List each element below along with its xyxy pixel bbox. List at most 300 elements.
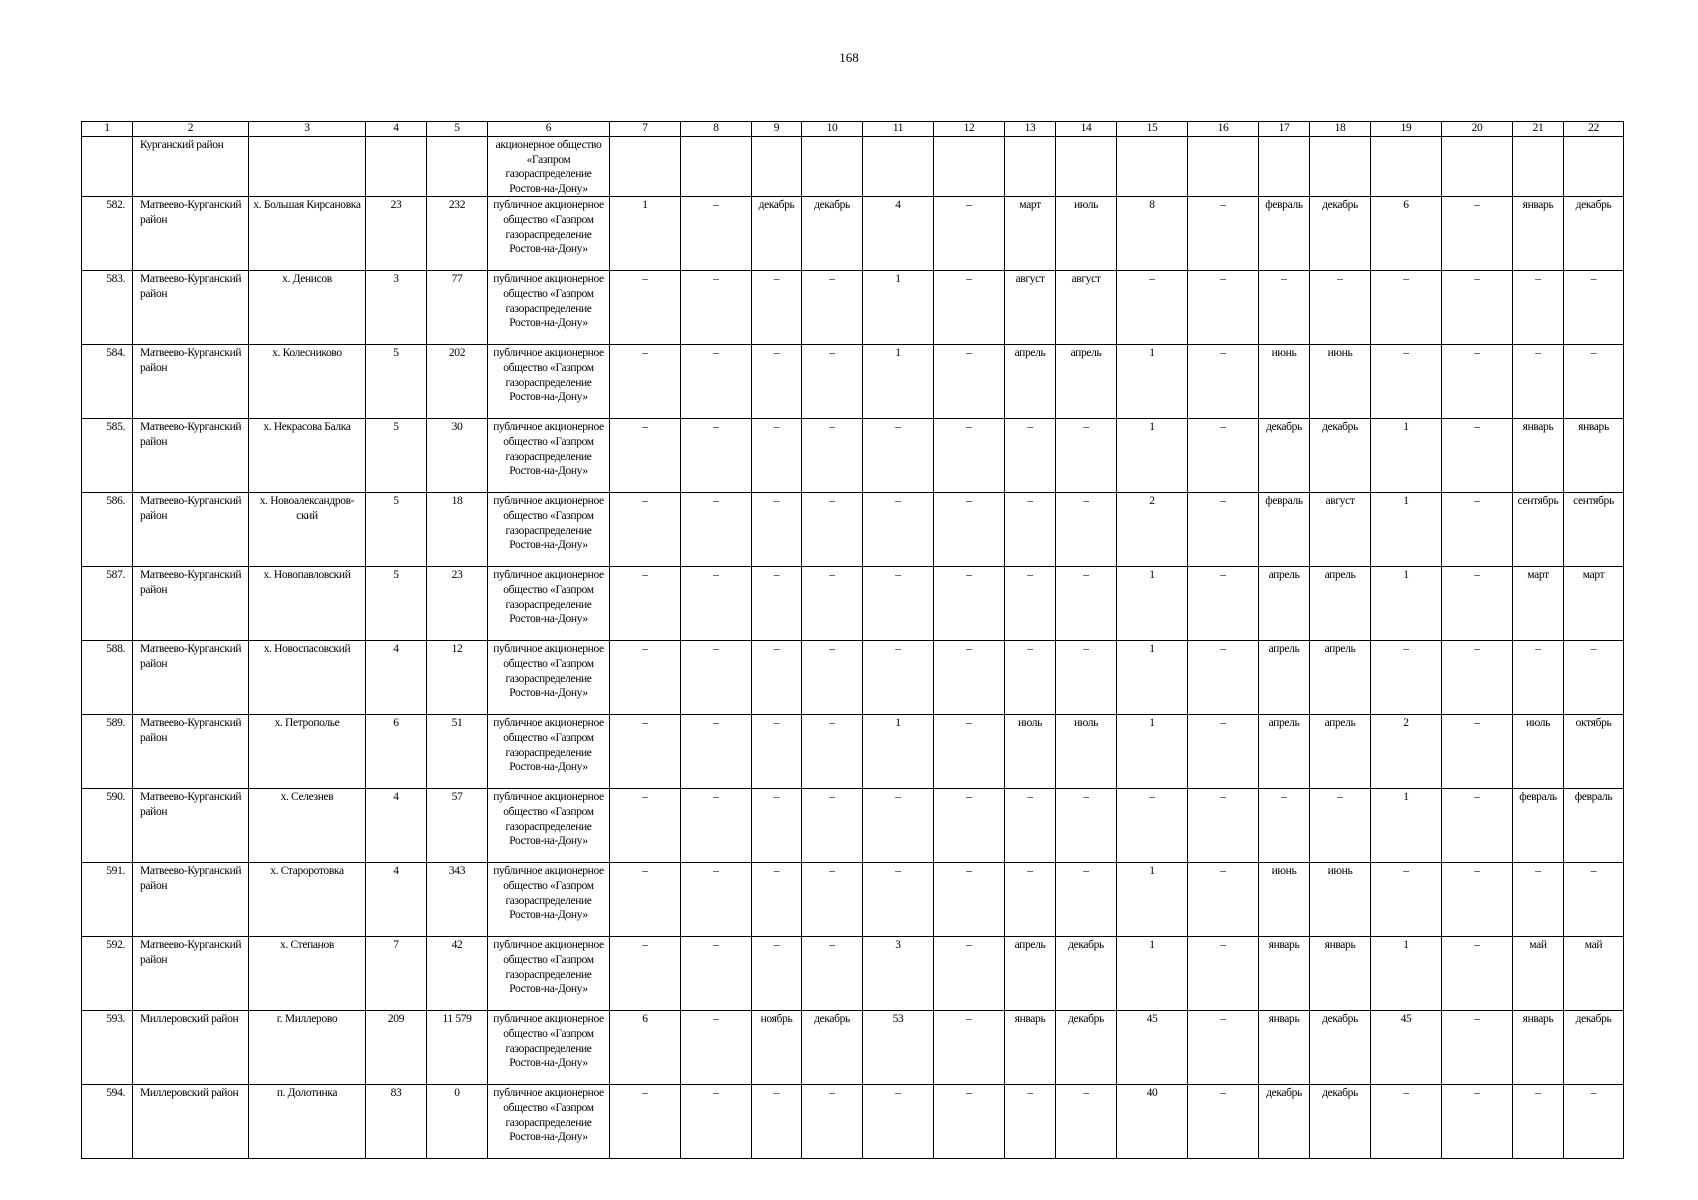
table-cell: – bbox=[681, 567, 752, 641]
table-cell: Матвеево-Курганский район bbox=[133, 197, 249, 271]
table-cell: – bbox=[752, 1085, 802, 1159]
table-cell: Матвеево-Курганский район bbox=[133, 419, 249, 493]
table-cell: публичное акционерное общество «Газпром газораспределение Ростов-на-Дону» bbox=[488, 789, 610, 863]
table-row bbox=[82, 937, 1624, 1011]
table-cell: – bbox=[752, 567, 802, 641]
table-row bbox=[82, 419, 1624, 493]
table-cell: х. Денисов bbox=[249, 271, 366, 345]
table-cell: 593. bbox=[82, 1011, 133, 1085]
table-row bbox=[82, 567, 1624, 641]
table-cell: – bbox=[681, 641, 752, 715]
table-cell: – bbox=[1371, 863, 1442, 937]
table-cell: – bbox=[1564, 641, 1624, 715]
column-header-7: 7 bbox=[610, 122, 681, 137]
table-row bbox=[82, 345, 1624, 419]
table-cell: декабрь bbox=[1564, 1011, 1624, 1085]
table-cell: 343 bbox=[427, 863, 488, 937]
table-cell: – bbox=[752, 715, 802, 789]
table-row bbox=[82, 715, 1624, 789]
continuation-row bbox=[82, 137, 1624, 197]
table-cell: – bbox=[1371, 345, 1442, 419]
table-cell: – bbox=[863, 641, 934, 715]
table-cell: акционерное общество «Газпром газораспределение Ростов-на-Дону» bbox=[488, 137, 610, 197]
table-cell: – bbox=[802, 863, 863, 937]
table-cell: декабрь bbox=[1564, 197, 1624, 271]
table-cell: – bbox=[863, 863, 934, 937]
table-cell: – bbox=[802, 641, 863, 715]
table-cell: Миллеровский район bbox=[133, 1085, 249, 1159]
table-cell: – bbox=[802, 271, 863, 345]
table-cell: июль bbox=[1005, 715, 1056, 789]
table-cell: апрель bbox=[1056, 345, 1117, 419]
table-cell: 582. bbox=[82, 197, 133, 271]
table-cell: Курганский район bbox=[133, 137, 249, 197]
table-cell: публичное акционерное общество «Газпром газораспределение Ростов-на-Дону» bbox=[488, 419, 610, 493]
table-cell: 1 bbox=[1117, 641, 1188, 715]
table-cell: 583. bbox=[82, 271, 133, 345]
table-cell: публичное акционерное общество «Газпром газораспределение Ростов-на-Дону» bbox=[488, 567, 610, 641]
table-cell: март bbox=[1513, 567, 1564, 641]
table-cell: – bbox=[1056, 419, 1117, 493]
table-cell: март bbox=[1005, 197, 1056, 271]
table-cell: – bbox=[752, 345, 802, 419]
table-cell: – bbox=[681, 1011, 752, 1085]
table-cell: Миллеровский район bbox=[133, 1011, 249, 1085]
table-row bbox=[82, 1011, 1624, 1085]
table-cell: 6 bbox=[1371, 197, 1442, 271]
table-cell: июль bbox=[1056, 715, 1117, 789]
table-cell: х. Большая Кирсановка bbox=[249, 197, 366, 271]
table-cell: – bbox=[1564, 345, 1624, 419]
table-cell: публичное акционерное общество «Газпром газораспределение Ростов-на-Дону» bbox=[488, 197, 610, 271]
table-cell: Матвеево-Курганский район bbox=[133, 937, 249, 1011]
table-cell: 1 bbox=[1371, 493, 1442, 567]
table-cell: – bbox=[1188, 715, 1259, 789]
table-cell: публичное акционерное общество «Газпром газораспределение Ростов-на-Дону» bbox=[488, 937, 610, 1011]
table-cell: – bbox=[1310, 271, 1371, 345]
table-cell bbox=[1117, 137, 1188, 197]
table-cell: – bbox=[610, 493, 681, 567]
table-cell: апрель bbox=[1005, 937, 1056, 1011]
table-cell: – bbox=[681, 715, 752, 789]
table-cell: март bbox=[1564, 567, 1624, 641]
table-cell: апрель bbox=[1259, 641, 1310, 715]
table-cell: – bbox=[610, 567, 681, 641]
table-cell: 5 bbox=[366, 419, 427, 493]
table-cell: – bbox=[610, 1085, 681, 1159]
table-cell: 5 bbox=[366, 493, 427, 567]
table-cell: 0 bbox=[427, 1085, 488, 1159]
table-cell: 3 bbox=[863, 937, 934, 1011]
header-row bbox=[82, 122, 1624, 137]
table-cell: 51 bbox=[427, 715, 488, 789]
table-cell: май bbox=[1513, 937, 1564, 1011]
table-cell: декабрь bbox=[1056, 937, 1117, 1011]
table-cell: – bbox=[1442, 715, 1513, 789]
table-row bbox=[82, 271, 1624, 345]
table-cell: публичное акционерное общество «Газпром газораспределение Ростов-на-Дону» bbox=[488, 863, 610, 937]
column-header-18: 18 bbox=[1310, 122, 1371, 137]
table-cell: – bbox=[802, 937, 863, 1011]
table-cell: 594. bbox=[82, 1085, 133, 1159]
table-cell: апрель bbox=[1005, 345, 1056, 419]
table-cell: июнь bbox=[1310, 345, 1371, 419]
table-cell: – bbox=[752, 271, 802, 345]
table-cell: июль bbox=[1056, 197, 1117, 271]
table-cell: – bbox=[1188, 567, 1259, 641]
table-cell: публичное акционерное общество «Газпром газораспределение Ростов-на-Дону» bbox=[488, 641, 610, 715]
column-header-20: 20 bbox=[1442, 122, 1513, 137]
table-cell bbox=[1188, 137, 1259, 197]
table-cell: 4 bbox=[366, 789, 427, 863]
table-cell: 209 bbox=[366, 1011, 427, 1085]
table-cell: декабрь bbox=[1310, 1085, 1371, 1159]
table-cell: – bbox=[610, 271, 681, 345]
column-header-15: 15 bbox=[1117, 122, 1188, 137]
column-header-12: 12 bbox=[934, 122, 1005, 137]
table-cell: – bbox=[610, 345, 681, 419]
table-cell bbox=[1442, 137, 1513, 197]
table-cell: 2 bbox=[1117, 493, 1188, 567]
table-cell: – bbox=[1371, 641, 1442, 715]
table-cell: – bbox=[863, 1085, 934, 1159]
table-cell: публичное акционерное общество «Газпром газораспределение Ростов-на-Дону» bbox=[488, 345, 610, 419]
table-cell: х. Петрополье bbox=[249, 715, 366, 789]
table-cell: – bbox=[610, 789, 681, 863]
table-cell: 1 bbox=[863, 715, 934, 789]
table-cell: – bbox=[934, 197, 1005, 271]
table-cell: декабрь bbox=[802, 197, 863, 271]
table-cell: май bbox=[1564, 937, 1624, 1011]
table-cell: апрель bbox=[1310, 567, 1371, 641]
table-cell: январь bbox=[1513, 197, 1564, 271]
table-cell: х. Новоалександров-ский bbox=[249, 493, 366, 567]
page-number: 168 bbox=[839, 50, 859, 65]
table-cell: – bbox=[610, 937, 681, 1011]
table-cell: – bbox=[863, 567, 934, 641]
table-cell: 1 bbox=[1117, 863, 1188, 937]
column-header-11: 11 bbox=[863, 122, 934, 137]
table-cell: – bbox=[802, 419, 863, 493]
table-cell: 11 579 bbox=[427, 1011, 488, 1085]
table-cell: – bbox=[681, 789, 752, 863]
table-cell bbox=[427, 137, 488, 197]
table-cell: х. Колесниково bbox=[249, 345, 366, 419]
table-cell: 77 bbox=[427, 271, 488, 345]
table-cell: Матвеево-Курганский район bbox=[133, 493, 249, 567]
table-cell: 4 bbox=[863, 197, 934, 271]
table-cell bbox=[82, 137, 133, 197]
table-cell: февраль bbox=[1259, 493, 1310, 567]
table-cell: 4 bbox=[366, 863, 427, 937]
table-cell: – bbox=[802, 493, 863, 567]
table-cell: – bbox=[681, 197, 752, 271]
table-cell: ноябрь bbox=[752, 1011, 802, 1085]
table-cell: август bbox=[1005, 271, 1056, 345]
table-cell: – bbox=[1259, 789, 1310, 863]
table-cell: 45 bbox=[1371, 1011, 1442, 1085]
table-cell: – bbox=[1188, 789, 1259, 863]
table-cell: – bbox=[1371, 1085, 1442, 1159]
table-cell: 12 bbox=[427, 641, 488, 715]
table-cell: – bbox=[752, 789, 802, 863]
table-cell bbox=[802, 137, 863, 197]
table-cell: 1 bbox=[1117, 715, 1188, 789]
table-cell: – bbox=[1188, 197, 1259, 271]
table-cell bbox=[1513, 137, 1564, 197]
table-cell: – bbox=[1442, 419, 1513, 493]
table-cell: – bbox=[1056, 641, 1117, 715]
table-cell: январь bbox=[1259, 1011, 1310, 1085]
table-cell: Матвеево-Курганский район bbox=[133, 863, 249, 937]
table-cell: Матвеево-Курганский район bbox=[133, 789, 249, 863]
table-cell: 592. bbox=[82, 937, 133, 1011]
table-cell: – bbox=[1564, 863, 1624, 937]
column-header-1: 1 bbox=[82, 122, 133, 137]
table-cell: 590. bbox=[82, 789, 133, 863]
table-cell: – bbox=[752, 493, 802, 567]
table-cell: – bbox=[752, 641, 802, 715]
table-cell: 1 bbox=[1371, 789, 1442, 863]
table-cell: апрель bbox=[1310, 641, 1371, 715]
column-header-17: 17 bbox=[1259, 122, 1310, 137]
table-cell: сентябрь bbox=[1564, 493, 1624, 567]
table-cell: – bbox=[1442, 863, 1513, 937]
table-cell: – bbox=[934, 863, 1005, 937]
table-cell: – bbox=[802, 567, 863, 641]
table-cell bbox=[863, 137, 934, 197]
table-cell: декабрь bbox=[1056, 1011, 1117, 1085]
table-cell: – bbox=[934, 567, 1005, 641]
table-cell: – bbox=[1259, 271, 1310, 345]
table-cell: январь bbox=[1564, 419, 1624, 493]
table-cell: 7 bbox=[366, 937, 427, 1011]
table-cell: – bbox=[1442, 1011, 1513, 1085]
table-cell: х. Новоспасовский bbox=[249, 641, 366, 715]
data-table bbox=[81, 121, 1624, 1159]
table-cell: – bbox=[863, 419, 934, 493]
table-cell: – bbox=[1442, 1085, 1513, 1159]
table-cell: июнь bbox=[1259, 345, 1310, 419]
table-row bbox=[82, 493, 1624, 567]
table-cell: – bbox=[1117, 271, 1188, 345]
column-header-19: 19 bbox=[1371, 122, 1442, 137]
table-cell: – bbox=[802, 345, 863, 419]
table-cell: декабрь bbox=[1310, 419, 1371, 493]
table-cell: – bbox=[802, 715, 863, 789]
table-cell: 589. bbox=[82, 715, 133, 789]
table-cell: декабрь bbox=[802, 1011, 863, 1085]
table-cell: – bbox=[934, 419, 1005, 493]
table-cell: август bbox=[1056, 271, 1117, 345]
column-header-2: 2 bbox=[133, 122, 249, 137]
table-cell: – bbox=[1056, 493, 1117, 567]
table-cell: х. Некрасова Балка bbox=[249, 419, 366, 493]
table-cell: февраль bbox=[1259, 197, 1310, 271]
table-cell: апрель bbox=[1310, 715, 1371, 789]
table-cell bbox=[681, 137, 752, 197]
table-cell: 591. bbox=[82, 863, 133, 937]
table-cell: – bbox=[610, 641, 681, 715]
table-cell: – bbox=[1442, 641, 1513, 715]
table-cell: – bbox=[1188, 271, 1259, 345]
table-cell: 1 bbox=[1117, 419, 1188, 493]
table-cell: – bbox=[681, 1085, 752, 1159]
table-cell: 1 bbox=[1371, 937, 1442, 1011]
table-cell: – bbox=[934, 345, 1005, 419]
column-header-10: 10 bbox=[802, 122, 863, 137]
table-cell: – bbox=[752, 419, 802, 493]
column-header-6: 6 bbox=[488, 122, 610, 137]
table-cell: 584. bbox=[82, 345, 133, 419]
table-cell: январь bbox=[1259, 937, 1310, 1011]
table-cell: – bbox=[752, 863, 802, 937]
table-cell: – bbox=[681, 345, 752, 419]
table-cell: – bbox=[1117, 789, 1188, 863]
table-cell: – bbox=[1442, 345, 1513, 419]
table-cell: – bbox=[681, 937, 752, 1011]
table-cell: 23 bbox=[427, 567, 488, 641]
table-cell bbox=[366, 137, 427, 197]
table-cell bbox=[1056, 137, 1117, 197]
table-cell: 8 bbox=[1117, 197, 1188, 271]
table-cell: публичное акционерное общество «Газпром газораспределение Ростов-на-Дону» bbox=[488, 271, 610, 345]
table-row bbox=[82, 197, 1624, 271]
table-cell: 30 bbox=[427, 419, 488, 493]
table-cell: – bbox=[610, 715, 681, 789]
table-cell: – bbox=[1371, 271, 1442, 345]
table-cell: июнь bbox=[1310, 863, 1371, 937]
table-cell: 1 bbox=[610, 197, 681, 271]
table-cell: 42 bbox=[427, 937, 488, 1011]
table-cell: х. Селезнев bbox=[249, 789, 366, 863]
table-cell: 4 bbox=[366, 641, 427, 715]
table-cell: – bbox=[934, 937, 1005, 1011]
table-cell: 585. bbox=[82, 419, 133, 493]
table-cell: – bbox=[1005, 1085, 1056, 1159]
table-cell: – bbox=[1005, 567, 1056, 641]
table-cell: – bbox=[934, 1011, 1005, 1085]
table-cell: 6 bbox=[610, 1011, 681, 1085]
table-cell: – bbox=[1564, 1085, 1624, 1159]
table-cell: п. Долотинка bbox=[249, 1085, 366, 1159]
table-cell: – bbox=[802, 1085, 863, 1159]
table-cell: – bbox=[1188, 419, 1259, 493]
table-cell: – bbox=[934, 493, 1005, 567]
table-cell: – bbox=[1005, 789, 1056, 863]
column-header-13: 13 bbox=[1005, 122, 1056, 137]
table-cell: Матвеево-Курганский район bbox=[133, 271, 249, 345]
table-cell: – bbox=[1442, 789, 1513, 863]
table-row bbox=[82, 1085, 1624, 1159]
table-cell: – bbox=[802, 789, 863, 863]
table-row bbox=[82, 789, 1624, 863]
table-cell: 1 bbox=[863, 345, 934, 419]
table-cell: декабрь bbox=[1259, 419, 1310, 493]
table-cell: декабрь bbox=[1310, 1011, 1371, 1085]
table-cell: – bbox=[1056, 863, 1117, 937]
table-cell: 57 bbox=[427, 789, 488, 863]
table-cell: – bbox=[1310, 789, 1371, 863]
table-cell: публичное акционерное общество «Газпром газораспределение Ростов-на-Дону» bbox=[488, 493, 610, 567]
table-cell: – bbox=[1513, 271, 1564, 345]
table-body bbox=[82, 137, 1624, 1159]
table-cell: – bbox=[1442, 271, 1513, 345]
column-header-21: 21 bbox=[1513, 122, 1564, 137]
table-cell: – bbox=[1188, 493, 1259, 567]
table-cell: публичное акционерное общество «Газпром газораспределение Ростов-на-Дону» bbox=[488, 1011, 610, 1085]
column-header-14: 14 bbox=[1056, 122, 1117, 137]
table-cell: – bbox=[1564, 271, 1624, 345]
table-cell: – bbox=[1188, 345, 1259, 419]
table-cell: – bbox=[1188, 863, 1259, 937]
table-row bbox=[82, 863, 1624, 937]
table-cell: апрель bbox=[1259, 567, 1310, 641]
table-cell: 586. bbox=[82, 493, 133, 567]
table-cell: 2 bbox=[1371, 715, 1442, 789]
table-cell: 83 bbox=[366, 1085, 427, 1159]
table-cell: – bbox=[1442, 567, 1513, 641]
table-cell: – bbox=[1056, 789, 1117, 863]
table-cell: декабрь bbox=[1310, 197, 1371, 271]
table-cell: – bbox=[1056, 1085, 1117, 1159]
table-cell: сентябрь bbox=[1513, 493, 1564, 567]
table-row bbox=[82, 641, 1624, 715]
table-cell: Матвеево-Курганский район bbox=[133, 345, 249, 419]
table-cell: – bbox=[1005, 641, 1056, 715]
table-cell: январь bbox=[1513, 419, 1564, 493]
table-cell bbox=[610, 137, 681, 197]
table-cell: – bbox=[610, 863, 681, 937]
column-header-8: 8 bbox=[681, 122, 752, 137]
table-cell: 1 bbox=[1117, 937, 1188, 1011]
table-cell: – bbox=[1513, 641, 1564, 715]
table-cell: 1 bbox=[1371, 419, 1442, 493]
table-cell: август bbox=[1310, 493, 1371, 567]
table-cell: – bbox=[1442, 937, 1513, 1011]
table-cell: – bbox=[1188, 641, 1259, 715]
table-cell: 40 bbox=[1117, 1085, 1188, 1159]
table-cell bbox=[1005, 137, 1056, 197]
table-cell: 1 bbox=[1371, 567, 1442, 641]
table-cell: февраль bbox=[1564, 789, 1624, 863]
table-cell: – bbox=[934, 715, 1005, 789]
table-cell: – bbox=[1513, 345, 1564, 419]
table-cell: июнь bbox=[1259, 863, 1310, 937]
table-cell: – bbox=[934, 641, 1005, 715]
table-cell: х. Новопавловский bbox=[249, 567, 366, 641]
table-cell bbox=[934, 137, 1005, 197]
table-cell: 18 bbox=[427, 493, 488, 567]
table-cell: – bbox=[681, 419, 752, 493]
table-cell: – bbox=[934, 789, 1005, 863]
table-cell: январь bbox=[1005, 1011, 1056, 1085]
table-cell: – bbox=[1188, 1085, 1259, 1159]
table-cell: – bbox=[863, 493, 934, 567]
table-cell: – bbox=[1442, 493, 1513, 567]
column-header-3: 3 bbox=[249, 122, 366, 137]
table-cell: 5 bbox=[366, 345, 427, 419]
table-cell: 53 bbox=[863, 1011, 934, 1085]
table-cell: 232 bbox=[427, 197, 488, 271]
table-cell bbox=[1564, 137, 1624, 197]
table-cell: – bbox=[1513, 863, 1564, 937]
table-cell: январь bbox=[1310, 937, 1371, 1011]
column-header-4: 4 bbox=[366, 122, 427, 137]
table-cell: х. Степанов bbox=[249, 937, 366, 1011]
table-cell: – bbox=[1056, 567, 1117, 641]
table-cell: 1 bbox=[1117, 567, 1188, 641]
